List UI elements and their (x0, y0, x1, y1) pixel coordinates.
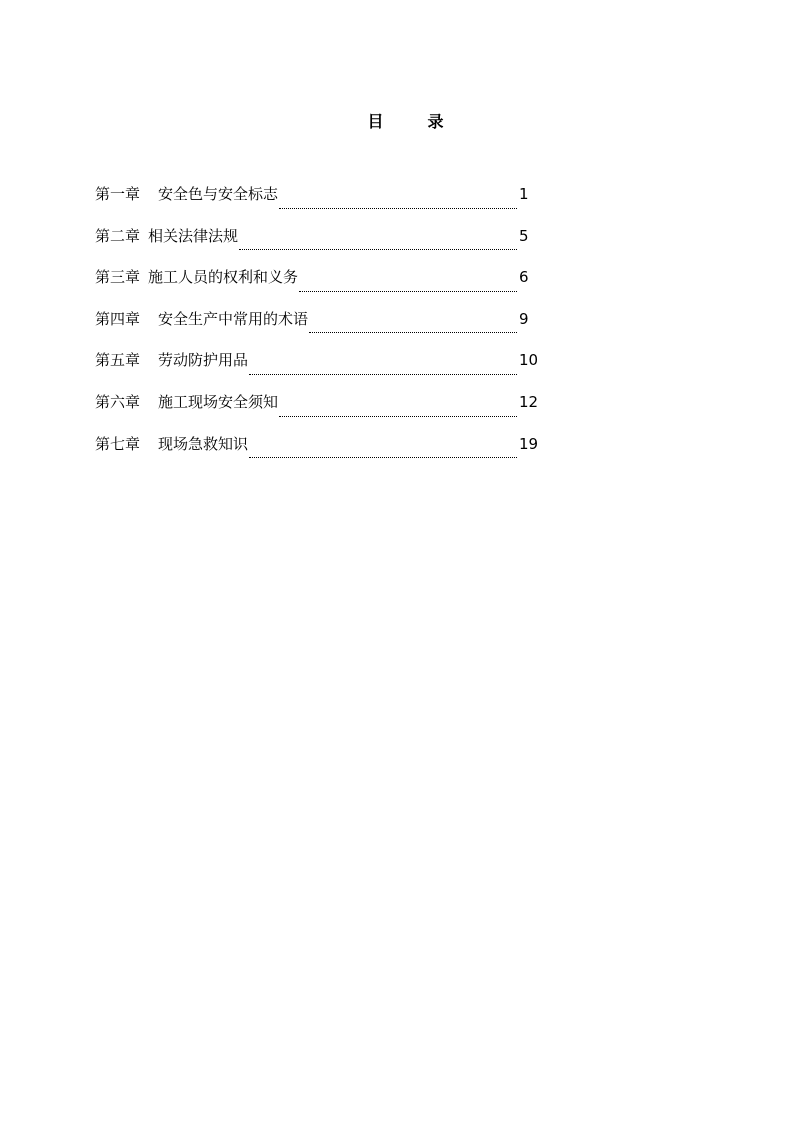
toc-entry-chapter-3[interactable] (95, 266, 545, 308)
toc-heading (0, 108, 793, 132)
chapter-name: 施工现场安全须知 (158, 392, 279, 411)
page-number: 12 (519, 392, 539, 411)
chapter-label: 第二章 (95, 226, 141, 245)
dot-leader (279, 208, 517, 209)
page-number: 5 (519, 226, 529, 245)
toc-entry-chapter-5[interactable] (95, 349, 545, 391)
toc-entry-chapter-1[interactable] (95, 183, 545, 225)
page-number: 9 (519, 309, 529, 328)
chapter-label: 第七章 (95, 434, 141, 453)
page-number: 6 (519, 268, 529, 287)
table-of-contents (95, 183, 545, 474)
chapter-label: 第五章 (95, 351, 141, 370)
dot-leader (279, 416, 517, 417)
page-number: 19 (519, 434, 539, 453)
chapter-name: 安全色与安全标志 (158, 185, 279, 203)
toc-heading-text: 目 录 (367, 111, 458, 131)
toc-entry-chapter-2[interactable] (95, 225, 545, 267)
chapter-name: 施工人员的权利和义务 (148, 268, 299, 287)
dot-leader (249, 457, 517, 458)
toc-entry-chapter-4[interactable] (95, 308, 545, 350)
toc-entry-chapter-7[interactable] (95, 433, 545, 475)
dot-leader (239, 249, 517, 250)
dot-leader (249, 374, 517, 375)
chapter-name: 安全生产中常用的术语 (158, 309, 309, 328)
page-number: 10 (519, 351, 539, 370)
chapter-name: 相关法律法规 (148, 226, 239, 245)
chapter-label: 第六章 (95, 392, 141, 411)
dot-leader (309, 332, 517, 333)
chapter-name: 现场急救知识 (158, 434, 249, 453)
chapter-name: 劳动防护用品 (158, 351, 249, 370)
chapter-label: 第一章 (95, 185, 141, 203)
toc-entry-chapter-6[interactable] (95, 391, 545, 433)
page-number: 1 (519, 185, 529, 203)
chapter-label: 第四章 (95, 309, 141, 328)
chapter-label: 第三章 (95, 268, 141, 287)
dot-leader (299, 291, 517, 292)
